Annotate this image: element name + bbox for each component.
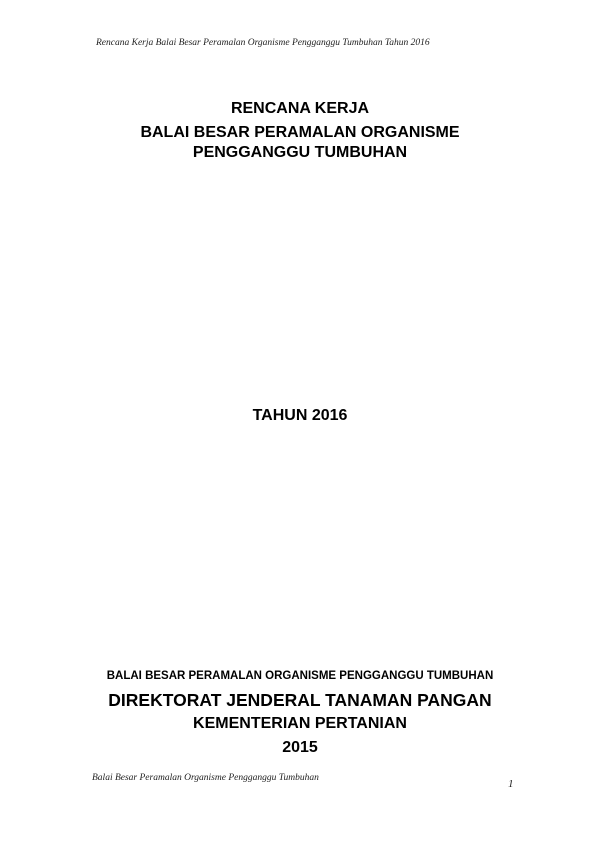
- page-number: 1: [508, 778, 514, 790]
- directorate-name: DIREKTORAT JENDERAL TANAMAN PANGAN: [108, 690, 492, 710]
- running-footer: Balai Besar Peramalan Organisme Pengganggu Tumbuhan: [92, 773, 319, 783]
- document-title-line-2: BALAI BESAR PERAMALAN ORGANISME: [140, 124, 460, 141]
- running-header: Rencana Kerja Balai Besar Peramalan Organisme Pengganggu Tumbuhan Tahun 2016: [96, 38, 430, 48]
- document-title-line-3: PENGGANGGU TUMBUHAN: [192, 144, 408, 161]
- document-title-line-1: RENCANA KERJA: [230, 100, 370, 117]
- plan-year-title: TAHUN 2016: [252, 407, 348, 424]
- publication-year: 2015: [282, 739, 318, 756]
- ministry-name: KEMENTERIAN PERTANIAN: [193, 715, 407, 732]
- institution-name: BALAI BESAR PERAMALAN ORGANISME PENGGANGGU TUMBUHAN: [106, 670, 494, 682]
